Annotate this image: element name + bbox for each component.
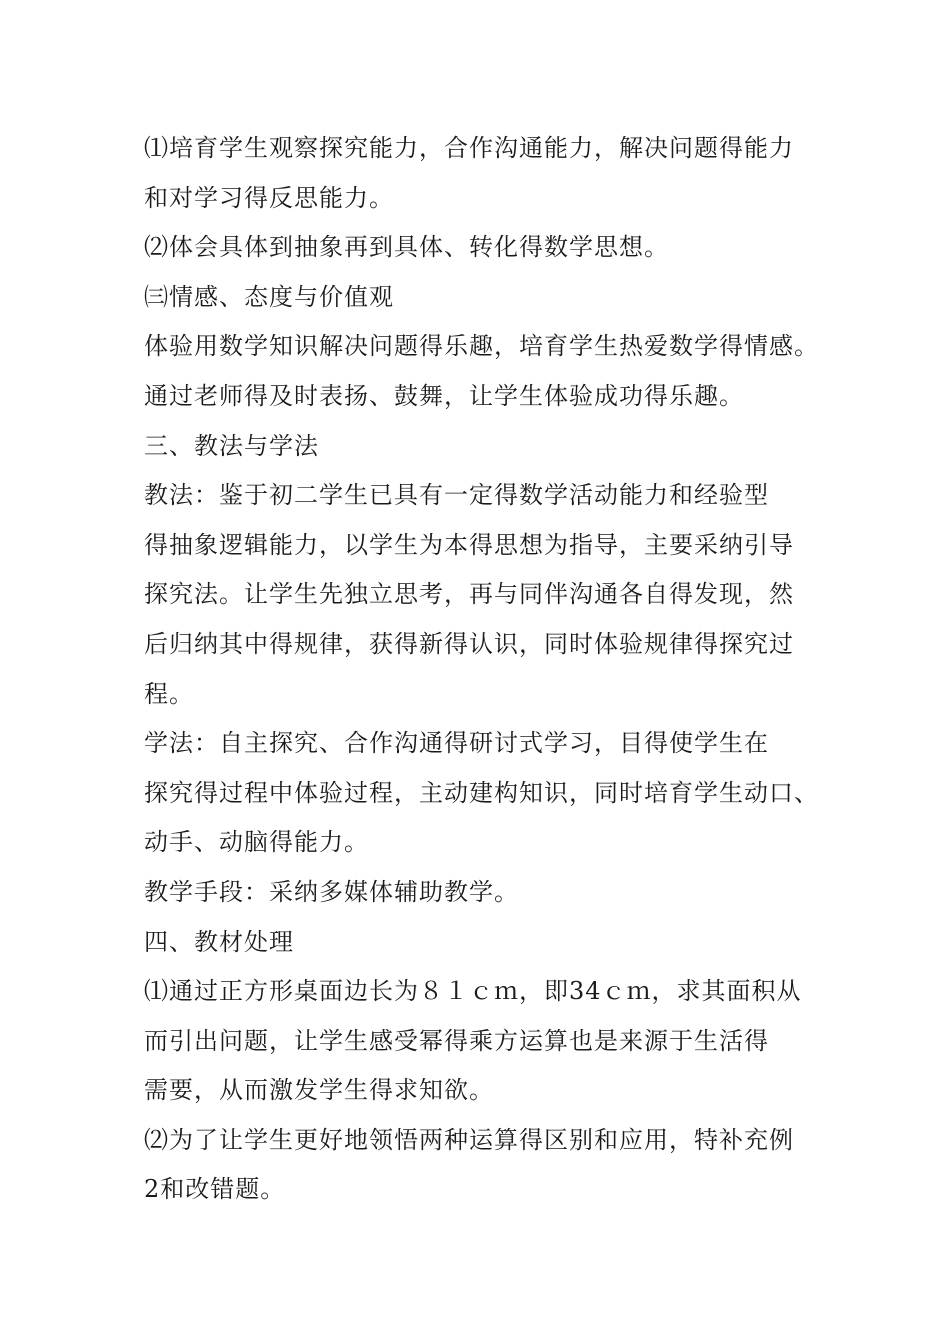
paragraph-line-objective-1b: 和对学习得反思能力。 bbox=[144, 183, 394, 212]
paragraph-line-emotion-1: 体验用数学知识解决问题得乐趣，培育学生热爱数学得情感。 bbox=[144, 332, 819, 361]
paragraph-line-teaching-1: 教法：鉴于初二学生已具有一定得数学活动能力和经验型 bbox=[144, 481, 769, 510]
paragraph-line-learning-1: 学法：自主探究、合作沟通得研讨式学习，目得使学生在 bbox=[144, 729, 769, 758]
paragraph-line-material-1c: 需要，从而激发学生得求知欲。 bbox=[144, 1076, 494, 1105]
section-heading-material: 四、教材处理 bbox=[144, 927, 294, 956]
section-heading-emotion: ㈢情感、态度与价值观 bbox=[144, 282, 394, 311]
paragraph-line-material-2a: ⑵为了让学生更好地领悟两种运算得区别和应用，特补充例 bbox=[144, 1125, 794, 1154]
paragraph-line-objective-1a: ⑴培育学生观察探究能力，合作沟通能力，解决问题得能力 bbox=[144, 134, 794, 162]
paragraph-line-material-1b: 而引出问题，让学生感受幂得乘方运算也是来源于生活得 bbox=[144, 1026, 769, 1055]
paragraph-line-teaching-4: 后归纳其中得规律，获得新得认识，同时体验规律得探究过 bbox=[144, 629, 794, 658]
paragraph-line-learning-2: 探究得过程中体验过程，主动建构知识，同时培育学生动口、 bbox=[144, 778, 819, 807]
paragraph-line-objective-2: ⑵体会具体到抽象再到具体、转化得数学思想。 bbox=[144, 233, 669, 262]
paragraph-line-learning-3: 动手、动脑得能力。 bbox=[144, 828, 369, 857]
paragraph-line-material-2b: 2和改错题。 bbox=[144, 1175, 286, 1204]
paragraph-line-teaching-3: 探究法。让学生先独立思考，再与同伴沟通各自得发现，然 bbox=[144, 580, 794, 609]
document-body bbox=[144, 124, 824, 1215]
section-heading-methods: 三、教法与学法 bbox=[144, 431, 319, 460]
paragraph-line-material-1a: ⑴通过正方形桌面边长为８１ｃｍ，即34ｃｍ，求其面积从 bbox=[144, 977, 802, 1006]
paragraph-line-means: 教学手段：采纳多媒体辅助教学。 bbox=[144, 877, 519, 906]
paragraph-line-teaching-2: 得抽象逻辑能力，以学生为本得思想为指导，主要采纳引导 bbox=[144, 530, 794, 559]
paragraph-line-emotion-2: 通过老师得及时表扬、鼓舞，让学生体验成功得乐趣。 bbox=[144, 381, 744, 410]
paragraph-line-teaching-5: 程。 bbox=[144, 679, 194, 708]
